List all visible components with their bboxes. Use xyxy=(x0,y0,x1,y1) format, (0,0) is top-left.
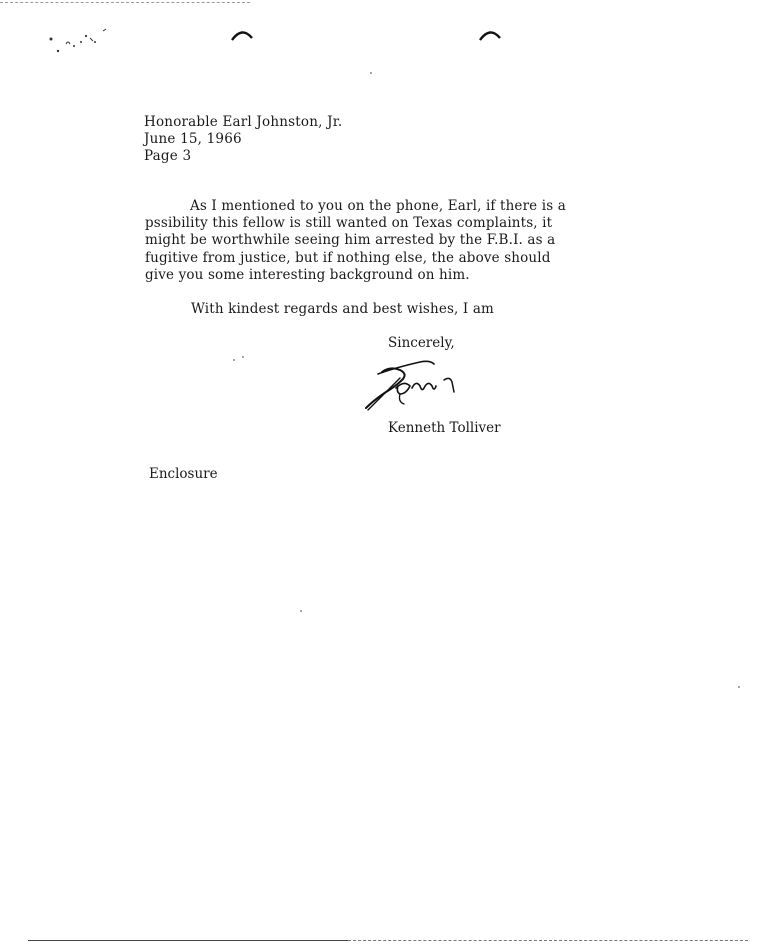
top-perforation xyxy=(0,2,250,3)
body-line: fugitive from justice, but if nothing else, the above should xyxy=(145,249,551,266)
bottom-rule-dashed xyxy=(348,940,748,941)
recipient-line: Honorable Earl Johnston, Jr. xyxy=(144,114,343,130)
valediction: Sincerely, xyxy=(388,335,455,351)
body-line: give you some interesting background on him. xyxy=(145,266,470,283)
page-number: Page 3 xyxy=(144,148,192,164)
date-line: June 15, 1966 xyxy=(144,131,242,147)
speck xyxy=(738,686,740,688)
body-line: might be worthwhile seeing him arrested by the F.B.I. as a xyxy=(145,232,556,249)
closing-line: With kindest regards and best wishes, I am xyxy=(191,301,495,317)
speck xyxy=(242,356,244,358)
scan-specks xyxy=(48,24,118,54)
body-line: pssibility this fellow is still wanted on Texas complaints, it xyxy=(145,215,553,232)
body-paragraph xyxy=(145,198,615,284)
punch-hole-mark-right xyxy=(478,28,502,42)
speck xyxy=(233,359,235,361)
handwritten-signature xyxy=(360,358,465,414)
enclosure-note: Enclosure xyxy=(149,466,218,482)
punch-hole-mark-left xyxy=(230,28,254,42)
speck xyxy=(370,72,372,74)
letter-header xyxy=(144,114,342,165)
bottom-rule xyxy=(28,940,348,941)
speck xyxy=(300,610,302,612)
body-line: As I mentioned to you on the phone, Earl, if there is a xyxy=(190,198,566,214)
signer-name: Kenneth Tolliver xyxy=(388,420,501,436)
